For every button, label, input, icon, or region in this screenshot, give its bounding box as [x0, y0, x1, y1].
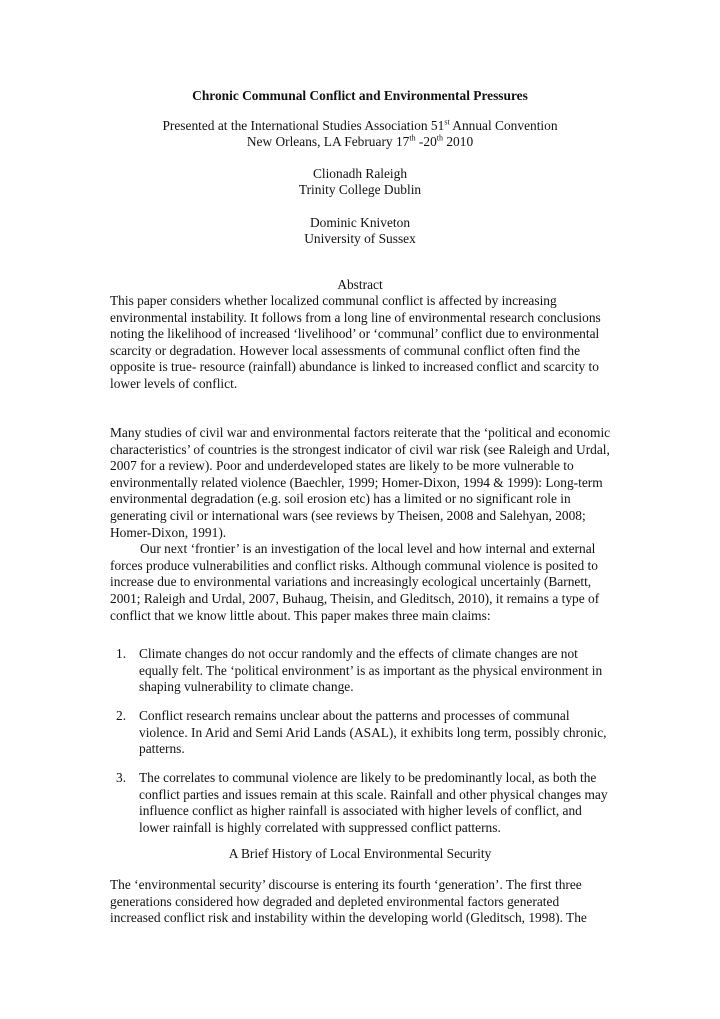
- body-paragraph: Many studies of civil war and environmental factors reiterate that the ‘political and economic characteristics’ of countries is the strongest indicator of civil war risk (see Raleigh and Urdal, 2007 for a review). Poor and underdeveloped states are likely to be more vulnerable to environmentally related violence (Baechler, 1999; Homer-Dixon, 1994 & 1999): Long-term environmental degradation (e.g. soil erosion etc) has a limited or no significant role in generating civil or international wars (see reviews by Theisen, 2008 and Salehyan, 2008; Homer-Dixon, 1991).: [110, 425, 611, 540]
- claims-list: [110, 770, 612, 836]
- author-name: Clionadh Raleigh: [312, 166, 408, 181]
- claim-text: The correlates to communal violence are likely to be predominantly local, as both the conflict parties and issues remain at this scale. Rainfall and other physical changes may influence conflict as higher rainfall is associated with higher levels of conflict, and lower rainfall is highly correlated with suppressed conflict patterns.: [139, 770, 608, 835]
- claims-list: [110, 646, 612, 696]
- location-text-post: 2010: [443, 134, 474, 149]
- claim-item: [110, 708, 612, 758]
- claims-list: [110, 708, 612, 758]
- claim-text: Conflict research remains unclear about the patterns and processes of communal violence. In Arid and Semi Arid Lands (ASAL), it exhibits long term, possibly chronic, patterns.: [139, 708, 607, 757]
- location-text-pre: New Orleans, LA February 17: [246, 134, 410, 149]
- claim-item: [110, 770, 612, 836]
- presented-sup: st: [444, 117, 450, 127]
- body-paragraph: The ‘environmental security’ discourse is entering its fourth ‘generation’. The first three generations considered how degraded and depleted environmental factors generated increased conflict risk and instability within the developing world (Gleditsch, 1998). The: [110, 877, 587, 926]
- author-name: Dominic Kniveton: [309, 215, 411, 230]
- abstract-heading: Abstract: [337, 277, 383, 292]
- author-affiliation: Trinity College Dublin: [298, 182, 422, 197]
- location-text-mid: -20: [415, 134, 437, 149]
- paper-title: Chronic Communal Conflict and Environmental Pressures: [192, 88, 528, 103]
- presented-line: [110, 118, 610, 135]
- section-heading: A Brief History of Local Environmental Security: [228, 846, 492, 861]
- body-paragraph: Our next ‘frontier’ is an investigation of the local level and how internal and external forces produce vulnerabilities and conflict risks. Although communal violence is posited to increase due to environmental variations and increasingly ecological uncertainly (Barnett, 2001; Raleigh and Urdal, 2007, Buhaug, Theisin, and Gleditsch, 2010), it remains a type of conflict that we know little about. This paper makes three main claims:: [110, 541, 600, 623]
- claim-number: 1.: [116, 646, 127, 661]
- claim-number: 2.: [116, 708, 127, 723]
- location-sup-end: th: [436, 133, 444, 143]
- location-line: [110, 134, 610, 151]
- body-text: [110, 425, 612, 624]
- abstract-text: This paper considers whether localized communal conflict is affected by increasing environmental instability. It follows from a long line of environmental research conclusions noting the likelihood of increased ‘livelihood’ or ‘communal’ conflict due to environmental scarcity or degradation. However local assessments of communal conflict often find the opposite is true- resource (rainfall) abundance is linked to increased conflict and scarcity to lower levels of conflict.: [110, 293, 601, 391]
- claim-item: [110, 646, 612, 696]
- author-affiliation: University of Sussex: [304, 231, 416, 246]
- presented-text-post: Annual Convention: [449, 118, 558, 133]
- claim-text: Climate changes do not occur randomly and the effects of climate changes are not equally felt. The ‘political environment’ is as important as the physical environment in shaping vulnerability to climate change.: [139, 646, 603, 695]
- claim-number: 3.: [116, 770, 127, 785]
- presented-text-pre: Presented at the International Studies Association 51: [162, 118, 445, 133]
- location-sup-start: th: [409, 133, 416, 143]
